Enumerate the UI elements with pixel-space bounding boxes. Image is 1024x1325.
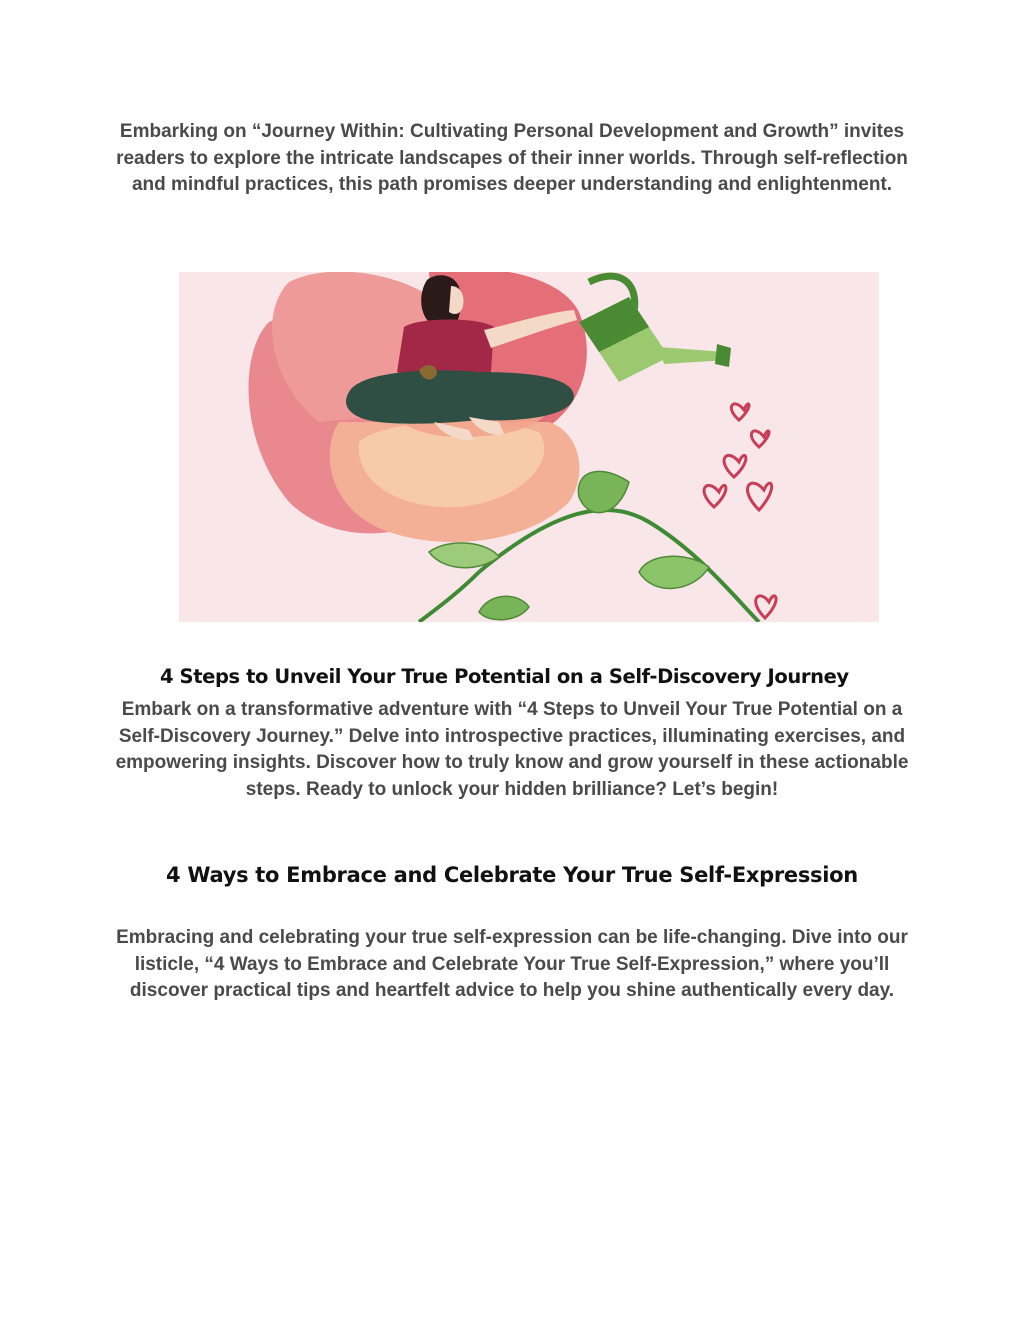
woman-on-flower-watering-can-image: [179, 272, 879, 622]
ways-heading: 4 Ways to Embrace and Celebrate Your True Self-Expression: [166, 863, 858, 887]
flower-illustration: [179, 272, 879, 622]
watering-can-icon: [579, 276, 731, 382]
intro-paragraph: Embarking on “Journey Within: Cultivating Personal Development and Growth” invites readers to explore the intricate landscapes of their inner worlds. Through self-reflection and mindful practices, this path promises deeper understanding and enlightenment.: [116, 121, 908, 195]
steps-heading: 4 Steps to Unveil Your True Potential on a Self-Discovery Journey: [160, 665, 849, 688]
hearts-icon: [704, 404, 776, 618]
steps-paragraph: Embark on a transformative adventure with “4 Steps to Unveil Your True Potential on a Self-Discovery Journey.” Delve into introspective practices, illuminating exercises, and empowering insights. Discover how to truly know and grow yourself in these actionable steps. Ready to unlock your hidden brilliance? Let’s begin!: [115, 699, 909, 800]
ways-paragraph: Embracing and celebrating your true self-expression can be life-changing. Dive into our listicle, “4 Ways to Embrace and Celebrate Your True Self-Expression,” where you’ll discover practical tips and heartfelt advice to help you shine authentically every day.: [116, 927, 908, 1001]
